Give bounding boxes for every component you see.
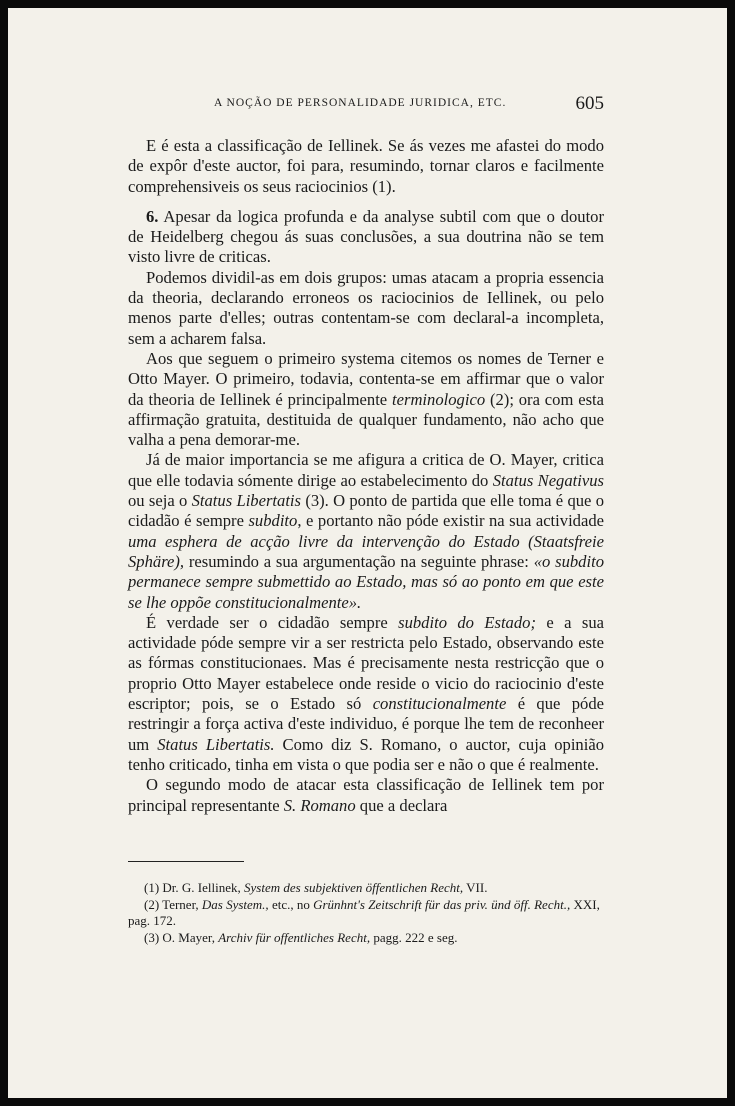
footnote-3: (3) O. Mayer, Archiv für offentliches Recht, pagg. 222 e seg. [144,929,458,945]
paragraph-section-6: 6. Apesar da logica profunda e da analyse subtil com que o doutor de Heidelberg chegou ás suas conclusões, a sua doutrina não se tem visto livre de criticas. [128,206,604,267]
paragraph-7: O segundo modo de atacar esta classificação de Iellinek tem por principal representante S. Romano que a declara [128,775,604,815]
running-title: A NOÇÃO DE PERSONALIDADE JURIDICA, ETC. [214,97,507,109]
paragraph-1: E é esta a classificação de Iellinek. Se ás vezes me afastei do modo de expôr d'este auctor, foi para, resumindo, tornar claros e facilmente comprehensiveis os seus raciocinios (1). [128,136,604,196]
footnote-2: (2) Terner, Das System., etc., no Grünhnt's Zeitschrift für das priv. ünd öff. Recht., XXI, pag. 172. [128,896,600,928]
section-number: 6. [146,206,159,226]
paragraph-3: Podemos dividil-as em dois grupos: umas atacam a propria essencia da theoria, declarando erroneos os raciocinios de Iellinek, ou pelo menos parte d'elles; outras contentam-se com declaral-a incompleta, sem a acharem falsa. [128,267,604,348]
footnote-1: (1) Dr. G. Iellinek, System des subjektiven öffentlichen Recht, VII. [144,880,488,895]
paragraph-4: Aos que seguem o primeiro systema citemos os nomes de Terner e Otto Mayer. O primeiro, todavia, contenta-se em affirmar que o valor da theoria de Iellinek é principalmente terminologico (2); ora com esta affirmação gratuita, destituida de qualquer fundamento, não acho que valha a pena demorar-me. [128,348,605,450]
main-text [128,136,604,816]
paragraph-5: Já de maior importancia se me afigura a critica de O. Mayer, critica que elle todavia sómente dirige ao estabelecimento do Status Negativus ou seja o Status Libertatis (3). O ponto de partida que elle toma é que o cidadão é sempre subdito, e portanto não póde existir na sua actividade uma esphera de acção livre da intervenção do Estado (Staatsfreie Sphäre), resumindo a sua argumentação na seguinte phrase: «o subdito permanece sempre submettido ao Estado, mas só ao ponto em que este se lhe oppõe constitucionalmente». [128,450,605,612]
page-number: 605 [575,93,604,114]
page-header [128,95,604,117]
footnote-separator [128,861,244,862]
footnotes [128,880,604,946]
paragraph-6: É verdade ser o cidadão sempre subdito do Estado; e a sua actividade póde sempre vir a ser restricta pelo Estado, observando este as fórmas constitucionaes. Mas é precisamente nesta restricção que o proprio Otto Mayer estabelece onde reside o vicio do raciocinio d'este escriptor; pois, se o Estado só constitucionalmente é que póde restringir a força activa d'este individuo, é porque lhe tem de reconheer um Status Libertatis. Como diz S. Romano, o auctor, cuja opinião tenho criticado, tinha em vista o que podia ser e não o que é realmente. [128,612,605,774]
